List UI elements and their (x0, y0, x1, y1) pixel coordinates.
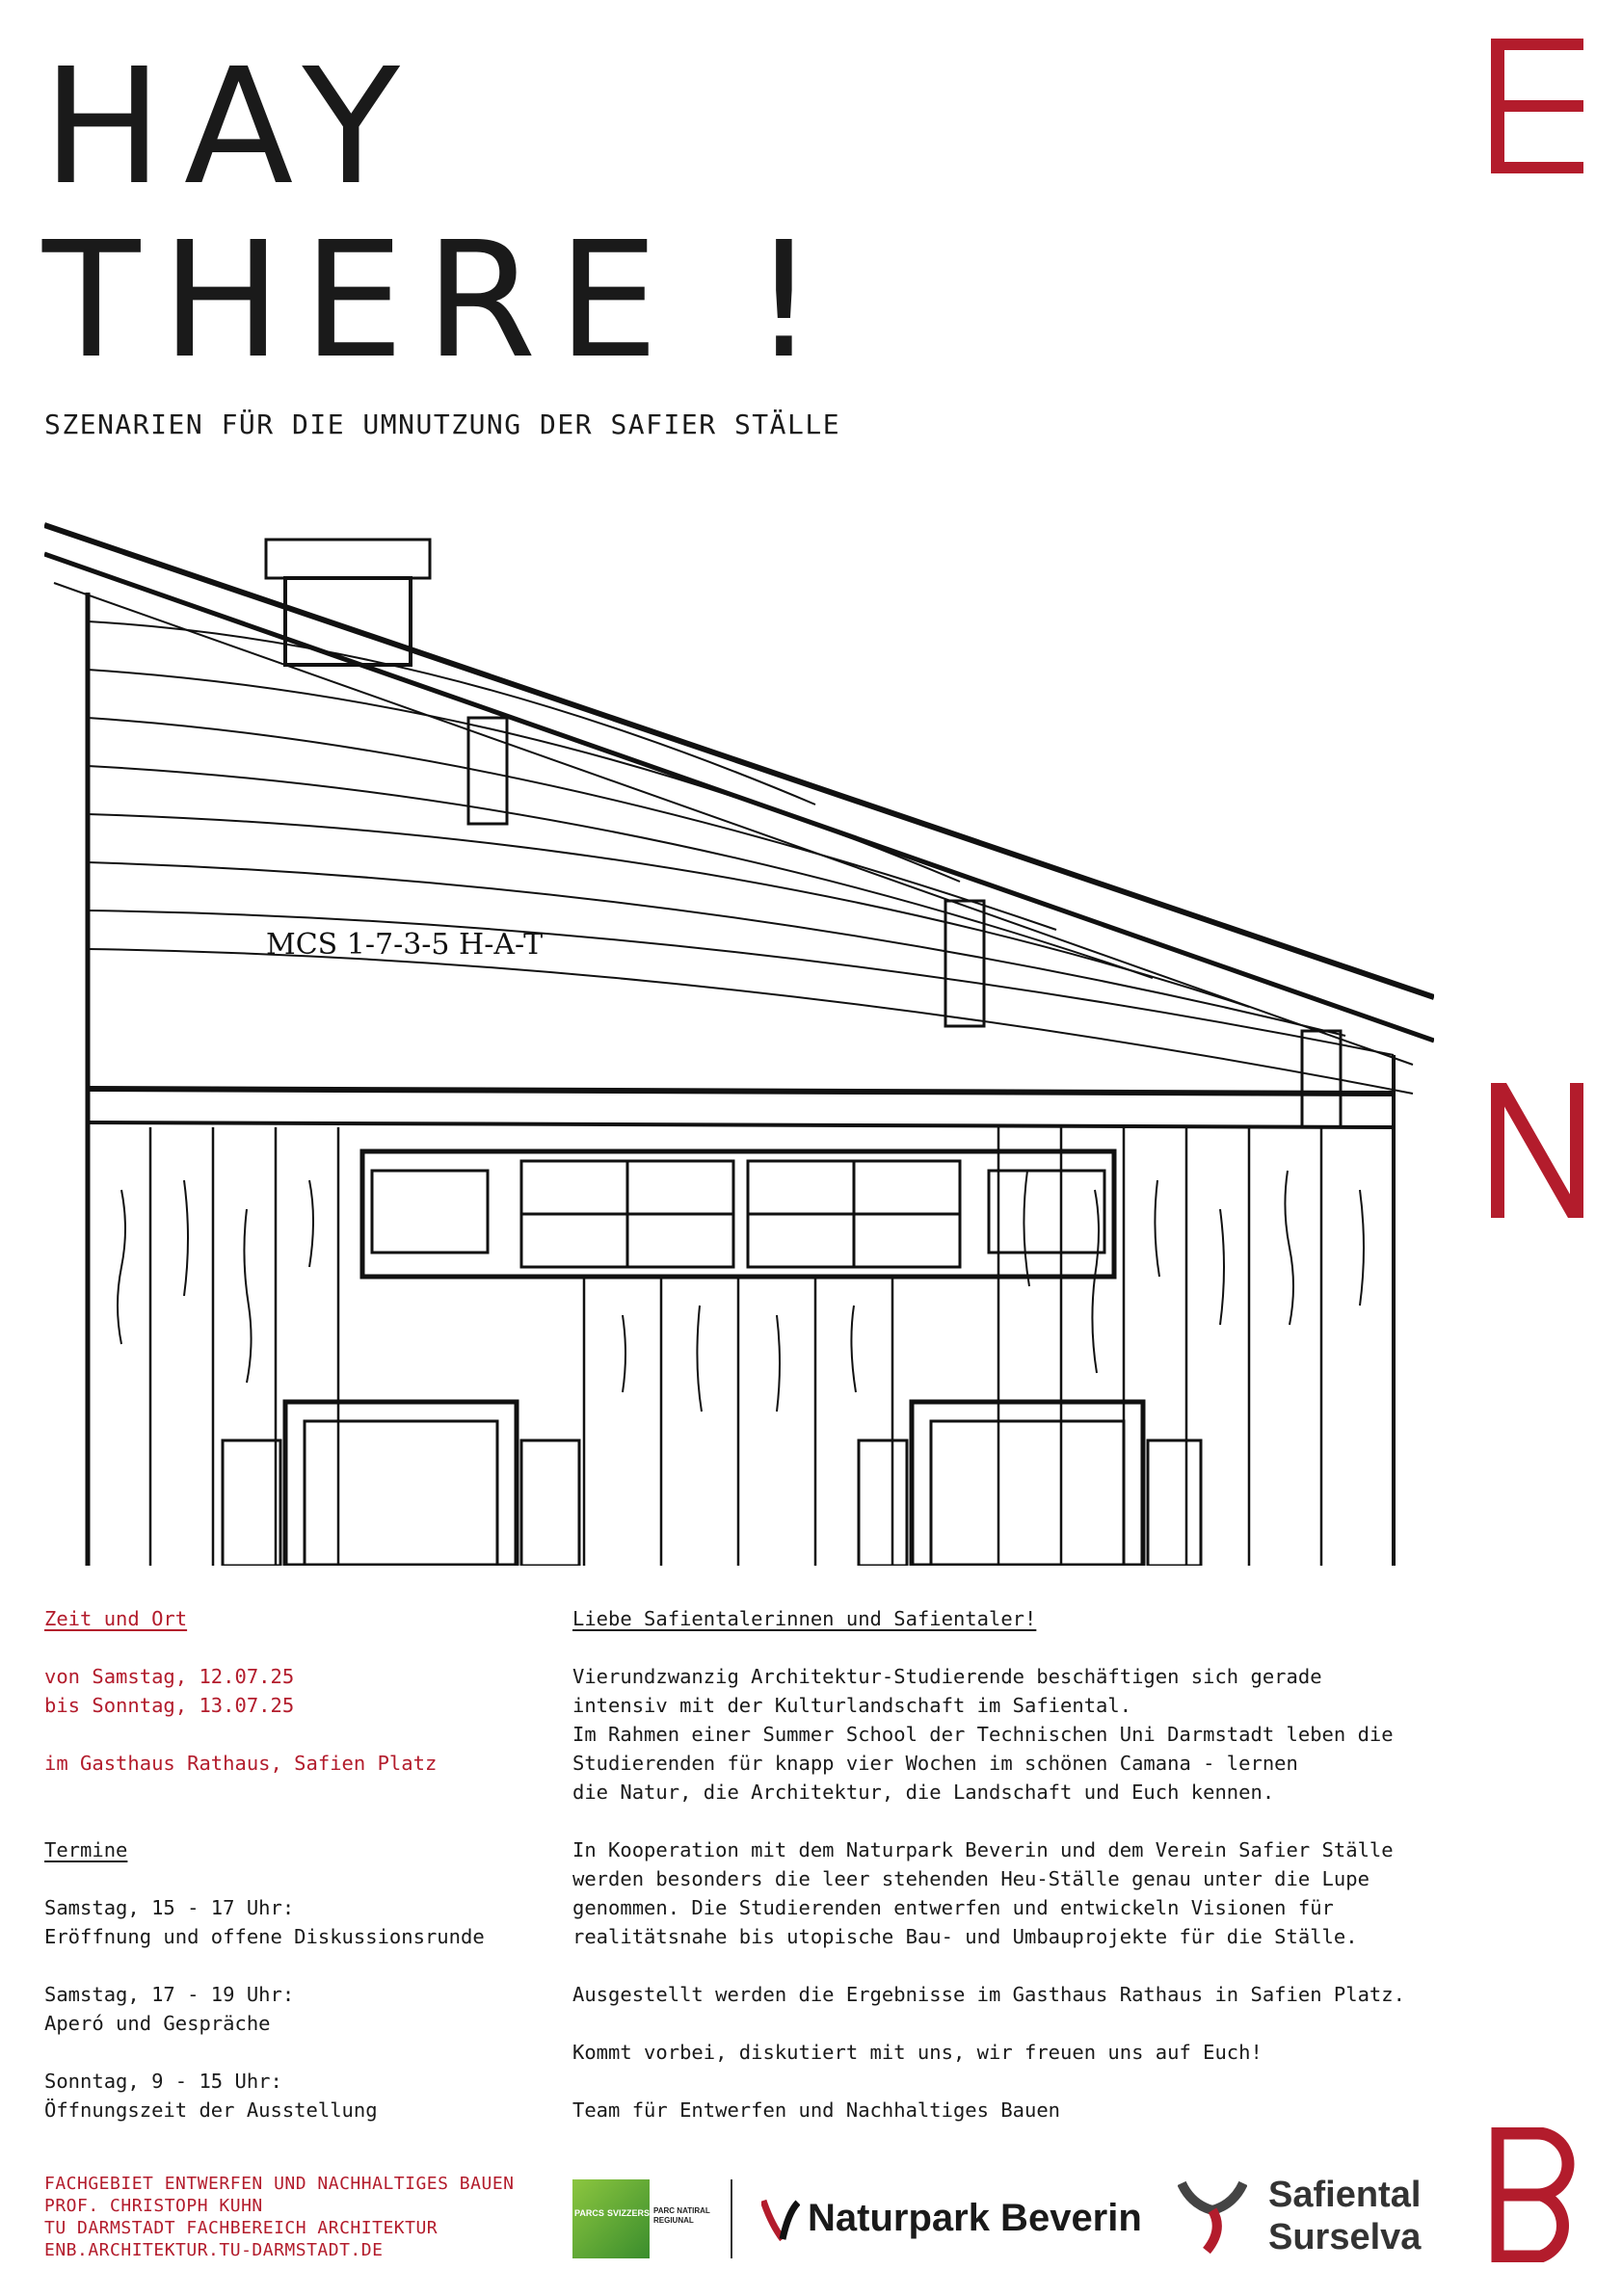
footer-line-1: FACHGEBIET ENTWERFEN UND NACHHALTIGES BAUEN (44, 2174, 515, 2194)
paragraph-1-line-3: Im Rahmen einer Summer School der Technischen Uni Darmstadt leben die (572, 1723, 1394, 1746)
footer-line-2: PROF. CHRISTOPH KUHN (44, 2196, 263, 2216)
title-line-2: THERE ! (42, 208, 838, 394)
letter-column (572, 1604, 1469, 2124)
event-desc-3: Öffnungszeit der Ausstellung (44, 2098, 378, 2122)
event-desc-2: Aperó und Gespräche (44, 2012, 271, 2035)
paragraph-1-line-2: intensiv mit der Kulturlandschaft im Safiental. (572, 1694, 1132, 1717)
greeting: Liebe Safientalerinnen und Safientaler! (572, 1607, 1037, 1630)
barn-inscription: MCS 1-7-3-5 H-A-T (266, 928, 544, 962)
title-line-1: HAY (42, 35, 421, 221)
safiental-surselva-logo: Safiental Surselva (1268, 2175, 1422, 2257)
safiental-mark-icon (1178, 2176, 1247, 2255)
logo-letter-n (1491, 1083, 1583, 1218)
heading-time-place: Zeit und Ort (44, 1607, 188, 1630)
date-to: bis Sonntag, 13.07.25 (44, 1694, 295, 1717)
paragraph-2-line-4: realitätsnahe bis utopische Bau- und Umbauprojekte für die Ställe. (572, 1925, 1358, 1948)
signature: Team für Entwerfen und Nachhaltiges Bauen (572, 2098, 1061, 2122)
paragraph-2-line-2: werden besonders die leer stehenden Heu-Ställe genau unter die Lupe (572, 1867, 1369, 1890)
footer-credits (44, 2173, 515, 2261)
paragraph-1-line-5: die Natur, die Architektur, die Landschaft und Euch kennen. (572, 1781, 1275, 1804)
date-from: von Samstag, 12.07.25 (44, 1665, 295, 1688)
paragraph-2-line-3: genommen. Die Studierenden entwerfen und entwickeln Visionen für (572, 1896, 1334, 1919)
paragraph-4: Kommt vorbei, diskutiert mit uns, wir freuen uns auf Euch! (572, 2041, 1263, 2064)
subtitle: SZENARIEN FÜR DIE UMNUTZUNG DER SAFIER STÄLLE (44, 409, 841, 440)
sponsor-divider (731, 2179, 732, 2258)
event-desc-1: Eröffnung und offene Diskussionsrunde (44, 1925, 485, 1948)
logo-letter-e (1491, 39, 1583, 173)
parcs-svizzers-logo: PARCS SVIZZERS PARC NATIRAL REGIUNAL (572, 2179, 736, 2258)
naturpark-mark-icon (761, 2197, 800, 2243)
heading-schedule: Termine (44, 1838, 128, 1861)
event-info-column (44, 1604, 545, 2124)
footer-line-4: ENB.ARCHITEKTUR.TU-DARMSTADT.DE (44, 2240, 384, 2260)
paragraph-3: Ausgestellt werden die Ergebnisse im Gasthaus Rathaus in Safien Platz. (572, 1983, 1405, 2006)
paragraph-2-line-1: In Kooperation mit dem Naturpark Beverin und dem Verein Safier Ställe (572, 1838, 1394, 1861)
location: im Gasthaus Rathaus, Safien Platz (44, 1752, 438, 1775)
event-time-2: Samstag, 17 - 19 Uhr: (44, 1983, 295, 2006)
paragraph-1-line-1: Vierundzwanzig Architektur-Studierende beschäftigen sich gerade (572, 1665, 1322, 1688)
barn-illustration (44, 515, 1434, 1566)
logo-letter-b (1491, 2127, 1583, 2262)
paragraph-1-line-4: Studierenden für knapp vier Wochen im schönen Camana - lernen (572, 1752, 1298, 1775)
naturpark-beverin-logo: Naturpark Beverin (808, 2197, 1142, 2239)
event-time-1: Samstag, 15 - 17 Uhr: (44, 1896, 295, 1919)
event-time-3: Sonntag, 9 - 15 Uhr: (44, 2070, 282, 2093)
footer-line-3: TU DARMSTADT FACHBEREICH ARCHITEKTUR (44, 2218, 439, 2238)
